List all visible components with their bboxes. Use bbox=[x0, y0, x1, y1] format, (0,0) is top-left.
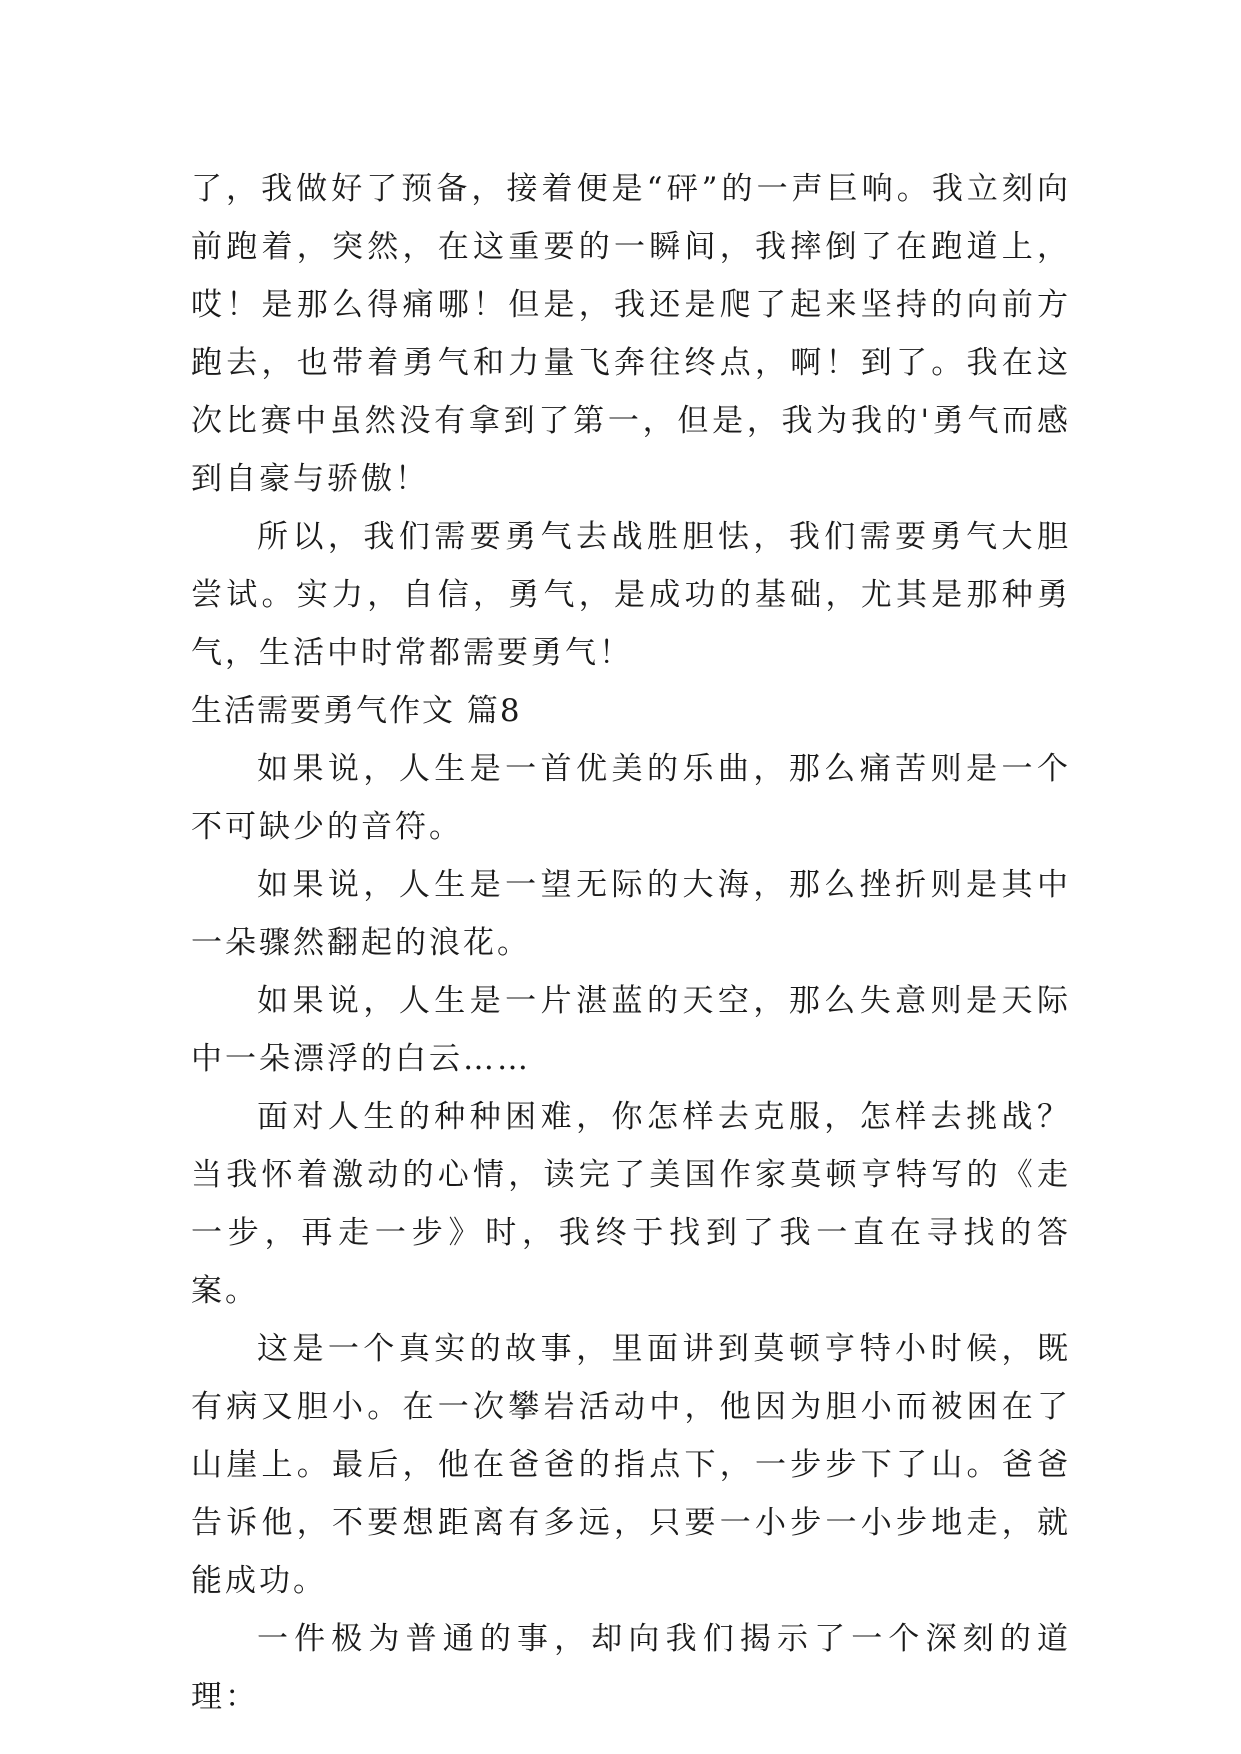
paragraph-metaphor-music: 如果说，人生是一首优美的乐曲，那么痛苦则是一个不可缺少的音符。 bbox=[191, 751, 1071, 845]
paragraph-conclusion: 所以，我们需要勇气去战胜胆怯，我们需要勇气大胆尝试。实力，自信，勇气，是成功的基础，尤其是那种勇气，生活中时常都需要勇气！ bbox=[191, 519, 1071, 671]
section-heading: 生活需要勇气作文 篇8 bbox=[191, 693, 522, 729]
paragraph-lesson: 一件极为普通的事，却向我们揭示了一个深刻的道理： bbox=[191, 1621, 1071, 1715]
paragraph-story: 这是一个真实的故事，里面讲到莫顿亨特小时候，既有病又胆小。在一次攀岩活动中，他因为胆小而被困在了山崖上。最后，他在爸爸的指点下，一步步下了山。爸爸告诉他，不要想距离有多远，只要一小步一小步地走，就能成功。 bbox=[191, 1331, 1071, 1599]
paragraph-question: 面对人生的种种困难，你怎样去克服，怎样去挑战？当我怀着激动的心情，读完了美国作家莫顿亨特写的《走一步，再走一步》时，我终于找到了我一直在寻找的答案。 bbox=[191, 1099, 1071, 1309]
paragraph-race-story: 了，我做好了预备，接着便是“砰”的一声巨响。我立刻向前跑着，突然，在这重要的一瞬间，我摔倒了在跑道上，哎！是那么得痛哪！但是，我还是爬了起来坚持的向前方跑去，也带着勇气和力量飞奔往终点，啊！到了。我在这次比赛中虽然没有拿到了第一，但是，我为我的'勇气而感到自豪与骄傲！ bbox=[191, 171, 1071, 497]
paragraph-metaphor-sea: 如果说，人生是一望无际的大海，那么挫折则是其中一朵骤然翻起的浪花。 bbox=[191, 867, 1071, 961]
paragraph-metaphor-sky: 如果说，人生是一片湛蓝的天空，那么失意则是天际中一朵漂浮的白云…… bbox=[191, 983, 1071, 1077]
document-body bbox=[191, 160, 1071, 1726]
